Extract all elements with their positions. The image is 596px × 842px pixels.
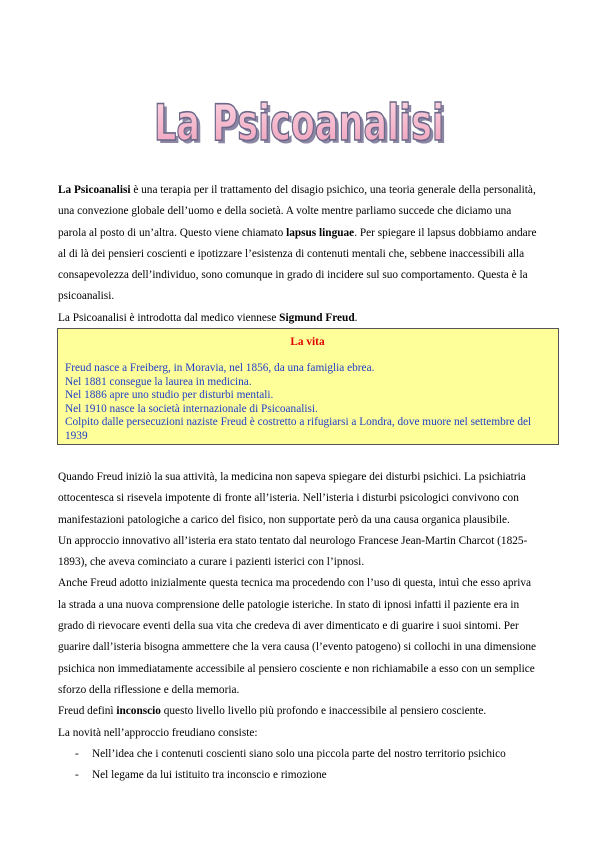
list-item-text: Nell’idea che i contenuti coscienti siano solo una piccola parte del nostro territorio psichico: [92, 747, 506, 760]
box-line: Nel 1910 nasce la società internazionale di Psicoanalisi.: [65, 402, 318, 415]
intro-paragraph-1: [58, 180, 542, 308]
body-paragraph-3: Anche Freud adotto inizialmente questa tecnica ma procedendo con l’uso di questa, intuì che esso apriva la strada a una nuova comprensione delle patologie isteriche. In stato di ipnosi infatti il paziente era in grado di rievocare eventi della sua vita che credeva di aver dimenticato e di guarire i suoi sintomi. Per guarire dall’isteria bisogna ammettere che la vera causa (l’evento patogeno) si collochi in una dimensione psichica non immediatamente accessibile al pensiero cosciente e non richiamabile a esso con un semplice sforzo della riflessione e della memoria.: [58, 577, 537, 696]
intro-text-2: . Per spiegare il lapsus dobbiamo andare al di là dei pensieri coscienti e ipotizzare l’esistenza di contenuti mentali che, sebbene inaccessibili alla consapevolezza dell’individuo, sono comunque in grado di incidere sul suo comportamento. Questa è la psicoanalisi.: [58, 226, 537, 303]
term-inconscio: inconscio: [116, 705, 161, 718]
dash-bullet: -: [75, 769, 79, 782]
dash-list: [58, 744, 542, 787]
intro-section: [58, 180, 542, 329]
list-item: [58, 744, 542, 765]
body-section: [58, 467, 542, 786]
intro-paragraph-2: [58, 308, 542, 329]
term-freud: Sigmund Freud: [279, 311, 355, 324]
box-line: Nel 1881 consegue la laurea in medicina.: [65, 375, 252, 388]
wordart-title-graphic: [150, 82, 450, 152]
title-shadow: La Psicoanalisi: [157, 97, 447, 152]
body-paragraph-5: La novità nell’approccio freudiano consiste:: [58, 726, 258, 739]
body-paragraph-1: Quando Freud iniziò la sua attività, la medicina non sapeva spiegare dei disturbi psichici. La psichiatria ottocentesca si risevela impotente di fronte all’isteria. Nell’isteria i disturbi psicologici convivono con manifestazioni patologiche a carico del fisico, non supportate però da una causa organica plausibile.: [58, 471, 526, 526]
page-title: La Psicoanalisi: [154, 94, 444, 152]
list-item-text: Nel legame da lui istituito tra inconscio e rimozione: [92, 769, 327, 782]
box-title: La vita: [290, 336, 325, 348]
box-line: Nel 1886 apre uno studio per disturbi mentali.: [65, 389, 274, 402]
body-paragraph-2: Un approccio innovativo all’isteria era stato tentato dal neurologo Francese Jean-Martin Charcot (1825-1893), che aveva cominciato a curare i pazienti isterici con l’ipnosi.: [58, 534, 528, 569]
la-vita-box: [57, 328, 559, 445]
list-item: [58, 765, 542, 786]
term-lapsus: lapsus linguae: [286, 226, 355, 239]
body-text: questo livello livello più profondo e inaccessibile al pensiero cosciente.: [160, 705, 487, 718]
intro-text-1: è una terapia per il trattamento del disagio psichico, una teoria generale della personalità, una convezione globale dell’uomo e della società. A volte mentre parliamo succede che diciamo una parola al posto di un’altra. Questo viene chiamato: [58, 184, 536, 239]
intro-text-4: .: [354, 311, 358, 324]
box-line: Colpito dalle persecuzioni naziste Freud è costretto a rifugiarsi a Londra, dove muore nel settembre del 1939: [65, 416, 532, 442]
body-text: Freud definì: [58, 705, 117, 718]
wordart-title: [150, 82, 450, 152]
body-paragraph-4: [58, 701, 542, 722]
dash-bullet: -: [75, 747, 79, 760]
intro-text-3: La Psicoanalisi è introdotta dal medico viennese: [58, 311, 280, 324]
box-line: Freud nasce a Freiberg, in Moravia, nel 1856, da una famiglia ebrea.: [65, 362, 375, 374]
term-psicoanalisi: La Psicoanalisi: [58, 184, 131, 196]
